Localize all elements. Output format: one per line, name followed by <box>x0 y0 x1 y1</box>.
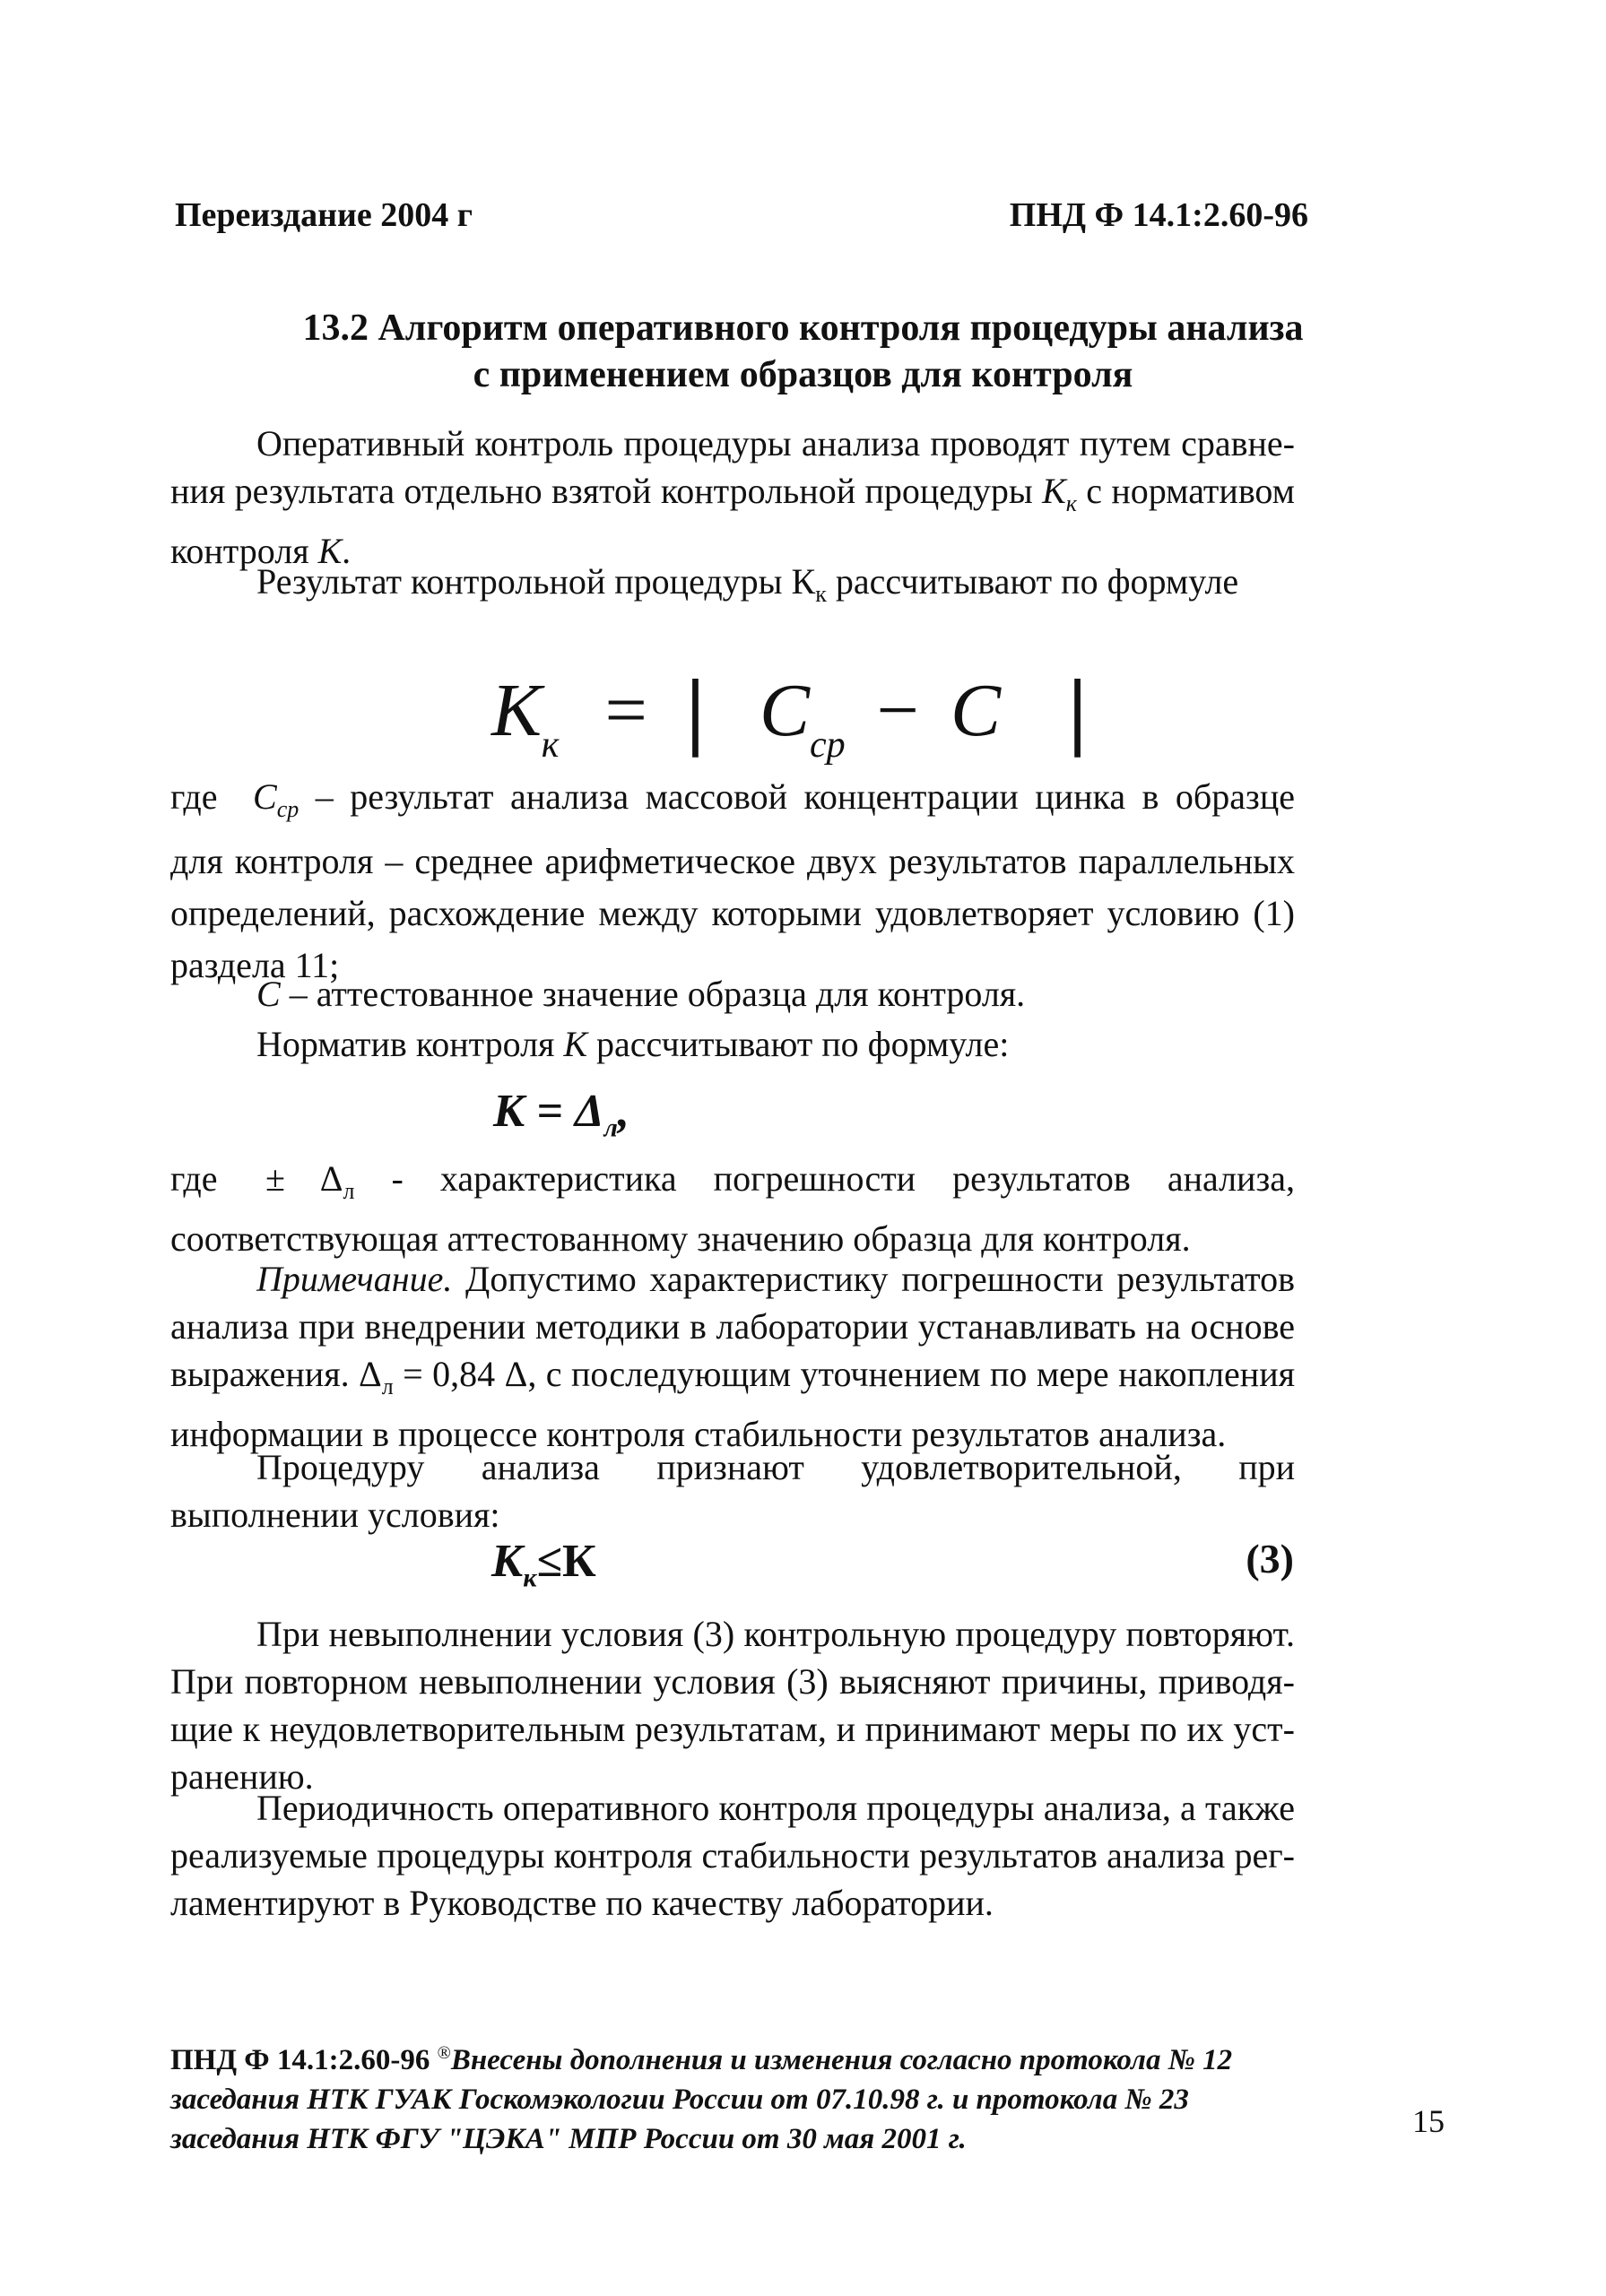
f1-lhs-sub: к <box>541 724 560 766</box>
p3-text: – аттестованное значение образца для контроля. <box>280 974 1026 1014</box>
f3-op: ≤ <box>536 1536 563 1587</box>
p5-text: Процедуру анализа признают удовлетворительной, при выполнении условия: <box>170 1447 1295 1535</box>
note-text2: = 0,84 Δ, с последующим уточнением по мере накопления информации в процессе контроля стабильности результатов анализа. <box>170 1354 1295 1454</box>
f1-bar-left: | <box>685 662 705 758</box>
p6-text: При невыполнении условия (3) контрольную процедуру повторяют. При повторном невыполнении условия (3) выясняют причины, приводящие к неудовлетворительным результатам, и принимают меры по их устранению. <box>170 1614 1295 1797</box>
where1-var-sub: ср <box>276 796 299 822</box>
f2-sub: л <box>603 1113 618 1143</box>
p1-end: . <box>342 531 352 571</box>
p4-end: рассчитывают по формуле: <box>586 1024 1010 1064</box>
p7-text: Периодичность оперативного контроля процедуры анализа, а также реализуемые процедуры контроля стабильности результатов анализа регламентируют в Руководстве по качеству лаборатории. <box>170 1788 1295 1923</box>
paragraph-failure <box>170 1610 1295 1800</box>
where2-text: - характеристика погрешности результатов анализа, соответствующая аттестованному значению образца для контроля. <box>170 1158 1296 1259</box>
f1-c: С <box>759 669 810 752</box>
p1-var-k: К <box>1042 471 1066 511</box>
section-title-line1: 13.2 Алгоритм оперативного контроля процедуры анализа <box>302 308 1304 349</box>
p2-text: Результат контрольной процедуры К <box>256 561 816 602</box>
f1-c2: С <box>951 669 1002 752</box>
f1-bar-right: | <box>1068 662 1088 758</box>
p2-end: рассчитывают по формуле <box>826 561 1239 602</box>
footer-text: Внесены дополнения и изменения согласно протокола № 12 заседания НТК ГУАК Госкомэкологии России от 07.10.98 г. и протокола № 23 заседания НТК ФГУ "ЦЭКА" МПР России от 30 мая 2001 г. <box>170 2044 1233 2155</box>
f2-end: , <box>617 1086 629 1137</box>
paragraph-periodicity <box>170 1784 1295 1927</box>
paragraph-intro <box>170 420 1295 575</box>
formula-condition <box>491 1535 596 1593</box>
where1-label: где <box>170 776 218 817</box>
p2-sub: к <box>815 581 827 607</box>
p3-var: С <box>256 974 281 1014</box>
page-number: 15 <box>1412 2103 1445 2139</box>
note-paragraph <box>170 1255 1295 1458</box>
p1-text: Оперативный контроль процедуры анализа проводят путем сравнения результата отдельно взятой контрольной процедуры <box>170 423 1295 511</box>
section-title-line2: с применением образцов для контроля <box>473 354 1133 395</box>
formula1-explanation <box>170 771 1295 992</box>
f2-lhs: К <box>493 1086 525 1137</box>
p4-var: К <box>563 1024 587 1064</box>
where1-text: – результат анализа массовой концентрации цинка в образце для контроля – среднее арифметическое двух результатов параллельных определений, расхождение между которыми удовлетворяет условию (1) раздела 11; <box>170 776 1295 985</box>
p1-var-k-sub: к <box>1065 490 1077 516</box>
f3-lhs: К <box>491 1536 524 1587</box>
where2-label: где <box>170 1158 218 1199</box>
f1-lhs: К <box>491 669 542 752</box>
footer-code: ПНД Ф 14.1:2.60-96 <box>170 2044 438 2076</box>
header-document-code: ПНД Ф 14.1:2.60-96 <box>1009 196 1308 234</box>
paragraph-c-value <box>256 970 1295 1018</box>
p1-var-k2: К <box>317 531 343 571</box>
f1-minus: − <box>876 669 920 752</box>
f1-eq: = <box>604 669 647 752</box>
where2-sym: ± Δ <box>265 1158 343 1199</box>
f2-rhs: = Δ <box>525 1086 604 1137</box>
formula2-explanation <box>170 1155 1295 1262</box>
where1-var: С <box>253 776 277 817</box>
paragraph-condition <box>170 1443 1295 1538</box>
p4-text: Норматив контроля <box>256 1024 564 1064</box>
f1-c-sub: ср <box>809 724 846 766</box>
where2-sub: л <box>343 1178 355 1204</box>
header-edition: Переиздание 2004 г <box>175 196 473 234</box>
footer-note <box>170 2033 1295 2159</box>
paragraph-normative <box>170 1020 1295 1068</box>
footer-mark: ® <box>437 2043 451 2063</box>
formula-k <box>493 1085 629 1143</box>
formula-number: (3) <box>1246 1536 1294 1581</box>
note-text1: Допустимо характеристику погрешности результатов анализа при внедрении методики в лаборатории устанавливать на основе выражения. Δ <box>170 1259 1295 1394</box>
p1-mid: с нормативом контроля <box>170 471 1295 571</box>
paragraph-result <box>170 558 1295 618</box>
f3-lhs-sub: к <box>523 1563 537 1593</box>
formula-kk <box>491 656 1088 766</box>
f3-rhs: К <box>562 1536 596 1587</box>
note-sub: л <box>381 1373 394 1399</box>
note-label: Примечание. <box>256 1259 453 1299</box>
